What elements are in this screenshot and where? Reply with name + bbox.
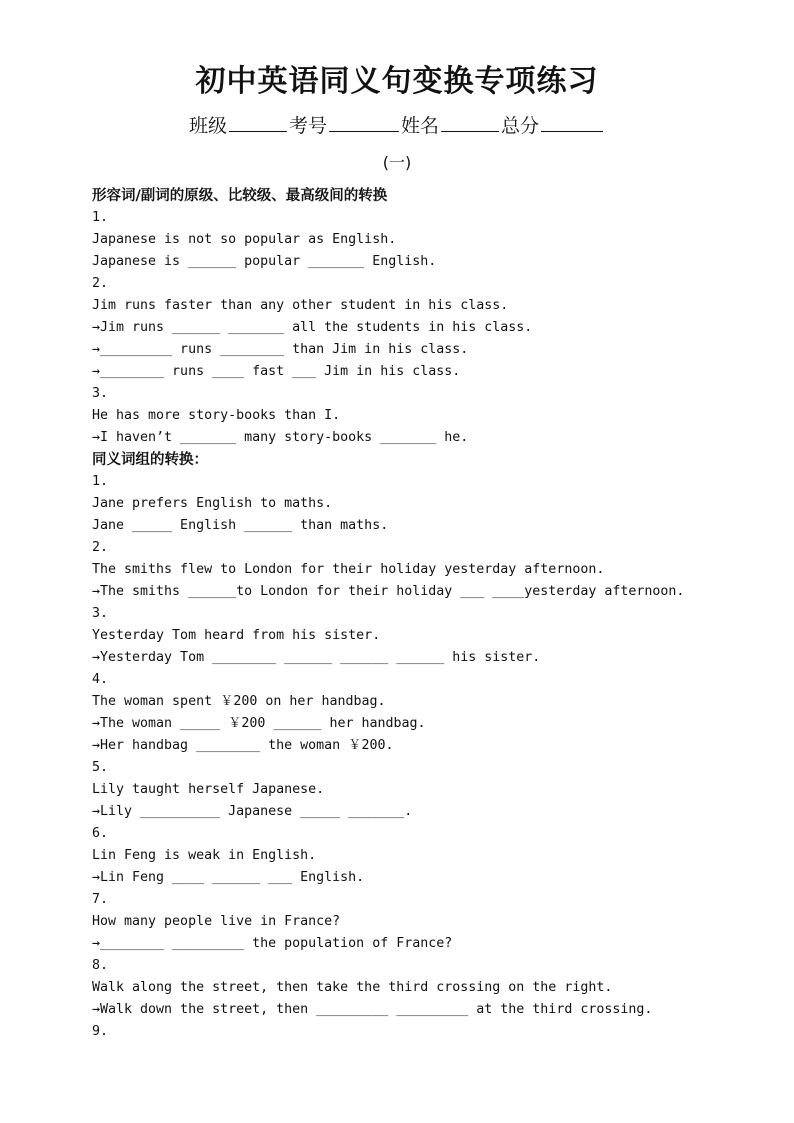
- exercise-line: Lily taught herself Japanese.: [92, 782, 325, 797]
- section-heading: 同义词组的转换：: [92, 452, 208, 468]
- question-number: 3.: [92, 606, 109, 621]
- score-blank: [541, 112, 603, 132]
- question-number: 5.: [92, 760, 109, 775]
- student-info-row: [0, 112, 794, 139]
- exercise-line: →Her handbag ________ the woman ￥200.: [92, 738, 394, 753]
- exercise-line: →I haven’t _______ many story-books _______ he.: [92, 430, 469, 445]
- exercise-line: →The woman _____ ￥200 ______ her handbag.: [92, 716, 426, 731]
- exercise-line: →The smiths ______to London for their holiday ___ ____yesterday afternoon.: [92, 584, 685, 599]
- class-label: 班级: [188, 115, 227, 137]
- part-label: (一): [382, 153, 412, 172]
- exercise-line: →Lily __________ Japanese _____ _______.: [92, 804, 413, 819]
- exercise-line: Japanese is not so popular as English.: [92, 232, 397, 247]
- exercise-line: →________ runs ____ fast ___ Jim in his class.: [92, 364, 461, 379]
- score-label: 总分: [501, 115, 540, 137]
- name-blank: [441, 112, 499, 132]
- exercise-line: Yesterday Tom heard from his sister.: [92, 628, 381, 643]
- exercise-line: →Yesterday Tom ________ ______ ______ ______ his sister.: [92, 650, 541, 665]
- exercise-content: [92, 185, 782, 1043]
- question-number: 8.: [92, 958, 109, 973]
- question-number: 1.: [92, 210, 109, 225]
- exercise-line: Jane prefers English to maths.: [92, 496, 333, 511]
- section-heading: 形容词/副词的原级、比较级、最高级间的转换: [92, 188, 388, 204]
- exercise-line: Jane _____ English ______ than maths.: [92, 518, 389, 533]
- exam-number-label: 考号: [288, 115, 327, 137]
- exam-number-blank: [329, 112, 399, 132]
- question-number: 6.: [92, 826, 109, 841]
- question-number: 4.: [92, 672, 109, 687]
- page-title: 初中英语同义句变换专项练习: [195, 64, 599, 99]
- exercise-line: →Walk down the street, then _________ _________ at the third crossing.: [92, 1002, 653, 1017]
- exercise-line: The smiths flew to London for their holiday yesterday afternoon.: [92, 562, 605, 577]
- exercise-line: →Jim runs ______ _______ all the students in his class.: [92, 320, 533, 335]
- question-number: 2.: [92, 276, 109, 291]
- exercise-line: The woman spent ￥200 on her handbag.: [92, 694, 386, 709]
- exercise-line: Lin Feng is weak in English.: [92, 848, 317, 863]
- question-number: 3.: [92, 386, 109, 401]
- question-number: 9.: [92, 1024, 109, 1039]
- question-number: 1.: [92, 474, 109, 489]
- class-blank: [229, 112, 287, 132]
- exercise-line: Walk along the street, then take the third crossing on the right.: [92, 980, 613, 995]
- exercise-line: Jim runs faster than any other student in his class.: [92, 298, 509, 313]
- exercise-line: →________ _________ the population of France?: [92, 936, 453, 951]
- question-number: 7.: [92, 892, 109, 907]
- exercise-line: How many people live in France?: [92, 914, 341, 929]
- exercise-line: →_________ runs ________ than Jim in his class.: [92, 342, 469, 357]
- exercise-line: Japanese is ______ popular _______ English.: [92, 254, 437, 269]
- question-number: 2.: [92, 540, 109, 555]
- exercise-line: →Lin Feng ____ ______ ___ English.: [92, 870, 365, 885]
- name-label: 姓名: [401, 115, 440, 137]
- exercise-line: He has more story-books than I.: [92, 408, 341, 423]
